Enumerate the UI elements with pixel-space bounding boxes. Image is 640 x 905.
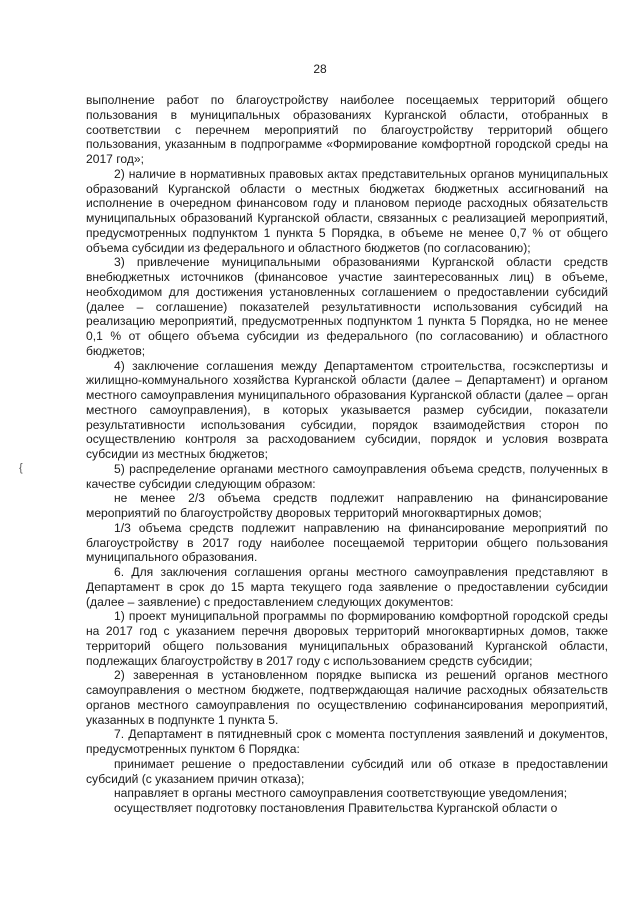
paragraph-item-4: 4) заключение соглашения между Департаментом строительства, госэкспертизы и жилищно-коммунального хозяйства Курганской области (далее – Департамент) и органом местного самоуправления муниципального образования Курганской области (далее – орган местного самоуправления), в которых указывается размер субсидии, показатели результативности использования субсидии, порядок взаимодействия сторон по осуществлению контроля за расходованием субсидии, порядок и условия возврата субсидии из местных бюджетов; [86, 358, 608, 461]
paragraph-section-6-item-2: 2) заверенная в установленном порядке выписка из решений органов местного самоуправления о местном бюджете, подтверждающая наличие расходных обязательств органов местного самоуправления по осуществлению софинансирования мероприятий, указанных в подпункте 1 пункта 5. [86, 668, 608, 727]
margin-mark: { [19, 462, 23, 474]
paragraph-section-7: 7. Департамент в пятидневный срок с момента поступления заявлений и документов, предусмотренных пунктом 6 Порядка: [86, 727, 608, 756]
paragraph-section-6-item-1: 1) проект муниципальной программы по формированию комфортной городской среды на 2017 год с указанием перечня дворовых территорий многоквартирных домов, также территорий общего пользования муниципальных образований Курганской области, подлежащих благоустройству в 2017 году с использованием средств субсидии; [86, 609, 608, 668]
document-body [86, 93, 608, 816]
paragraph-one-third: 1/3 объема средств подлежит направлению на финансирование мероприятий по благоустройству в 2017 году наиболее посещаемой территории общего пользования муниципального образования. [86, 520, 608, 565]
paragraph-section-7-notices: направляет в органы местного самоуправления соответствующие уведомления; [114, 786, 568, 801]
paragraph-two-thirds: не менее 2/3 объема средств подлежит направлению на финансирование мероприятий по благоустройству дворовых территорий многоквартирных домов; [86, 491, 608, 520]
paragraph-item-3: 3) привлечение муниципальными образованиями Курганской области средств внебюджетных источников (финансовое участие заинтересованных лиц) в объеме, необходимом для достижения установленных соглашением о предоставлении субсидий (далее – соглашение) показателей результативности использования субсидий на реализацию мероприятий, предусмотренных подпунктом 1 пункта 5 Порядка, но не менее 0,1 % от общего объема субсидии из федерального (по согласованию) и областного бюджетов; [86, 255, 608, 358]
paragraph-continuation: выполнение работ по благоустройству наиболее посещаемых территорий общего пользования в муниципальных образованиях Курганской области, отобранных в соответствии с перечнем мероприятий по благоустройству территорий общего пользования, указанным в подпрограмме «Формирование комфортной городской среды на 2017 год»; [86, 93, 608, 166]
paragraph-section-7-resolution: осуществляет подготовку постановления Правительства Курганской области о [114, 801, 558, 815]
paragraph-item-5: 5) распределение органами местного самоуправления объема средств, полученных в качестве субсидии следующим образом: [86, 461, 608, 491]
paragraph-section-7-decision: принимает решение о предоставлении субсидий или об отказе в предоставлении субсидий (с указанием причин отказа); [86, 756, 608, 786]
paragraph-item-2: 2) наличие в нормативных правовых актах представительных органов муниципальных образований Курганской области о местных бюджетах бюджетных ассигнований на исполнение в очередном финансовом году и плановом периоде расходных обязательств муниципальных образований Курганской области, связанных с реализацией мероприятий, предусмотренных подпунктом 1 пункта 5 Порядка, в объеме не менее 0,7 % от общего объема субсидии из федерального и областного бюджетов (по согласованию); [86, 166, 608, 255]
paragraph-section-6: 6. Для заключения соглашения органы местного самоуправления представляют в Департамент в срок до 15 марта текущего года заявление о предоставлении субсидии (далее – заявление) с предоставлением следующих документов: [86, 565, 608, 609]
page-number: 28 [313, 62, 327, 76]
